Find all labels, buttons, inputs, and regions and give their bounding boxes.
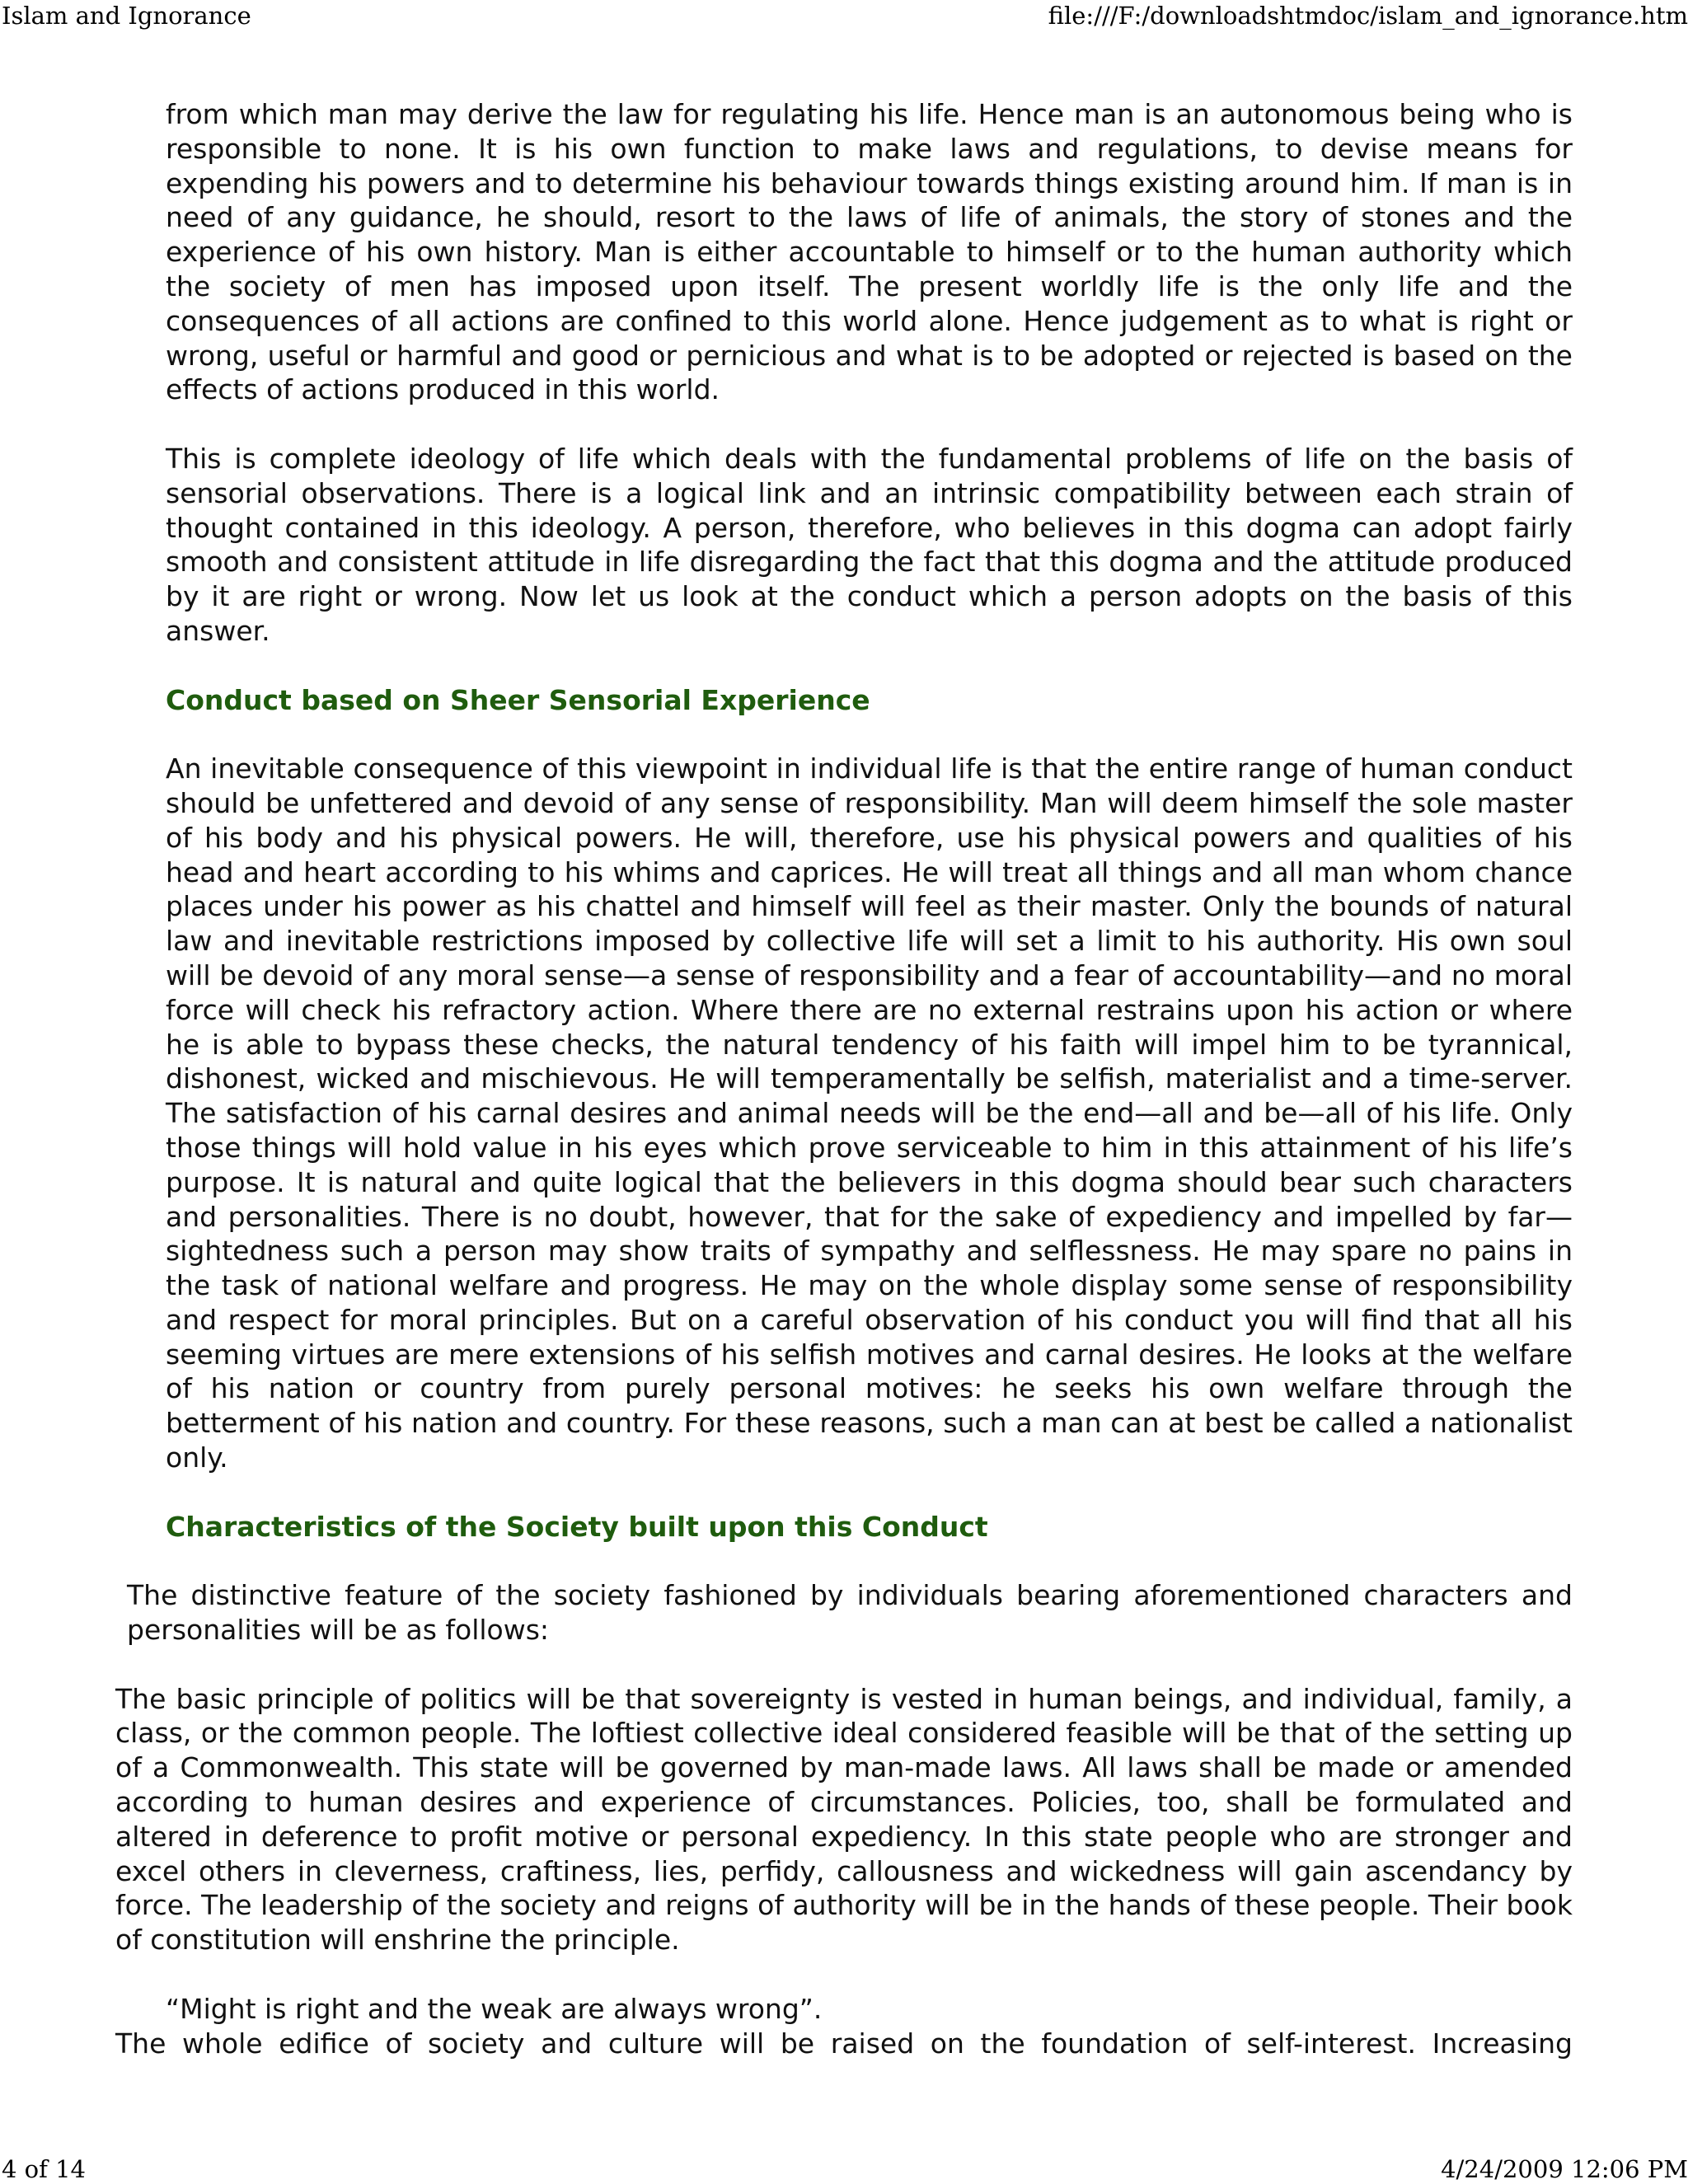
paragraph-politics: The basic principle of politics will be that sovereignty is vested in human beings, and individual, family, a class, or the common people. The loftiest collective ideal considered feasible will be that of the setting up of a Commonwealth. This state will be governed by man-made laws. All laws shall be made or amended according to human desires and experience of circumstances. Policies, too, shall be formulated and altered in deference to profit motive or personal expediency. In this state people who are stronger and excel others in cleverness, craftiness, lies, perfidy, callousness and wickedness will gain ascendancy by force. The leadership of the society and reigns of authority will be in the hands of these people. Their book of constitution will enshrine the principle. [115,1682,1573,1957]
page-header-url: file:///F:/downloadshtmdoc/islam_and_ignorance.htm [1048,2,1688,30]
document-body [115,97,1573,2060]
section-heading-society: Characteristics of the Society built upon this Conduct [166,1510,988,1543]
paragraph-edifice: The whole edifice of society and culture will be raised on the foundation of self-interest. Increasing [115,2027,1573,2060]
paragraph-distinctive-feature: The distinctive feature of the society fashioned by individuals bearing aforementioned characters and personalities will be as follows: [127,1579,1573,1647]
quote-might-is-right: “Might is right and the weak are always wrong”. [166,1992,823,2025]
page-header-title: Islam and Ignorance [2,2,251,30]
section-heading-conduct: Conduct based on Sheer Sensorial Experience [166,683,870,716]
page-number: 4 of 14 [2,2155,86,2183]
paragraph-autonomy: from which man may derive the law for regulating his life. Hence man is an autonomous being who is responsible to none. It is his own function to make laws and regulations, to devise means for expending his powers and to determine his behaviour towards things existing around him. If man is in need of any guidance, he should, resort to the laws of life of animals, the story of stones and the experience of his own history. Man is either accountable to himself or to the human authority which the society of men has imposed upon itself. The present worldly life is the only life and the consequences of all actions are confined to this world alone. Hence judgement as to what is right or wrong, useful or harmful and good or pernicious and what is to be adopted or rejected is based on the effects of actions produced in this world. [166,98,1573,406]
paragraph-ideology: This is complete ideology of life which deals with the fundamental problems of life on the basis of sensorial observations. There is a logical link and an intrinsic compatibility between each strain of thought contained in this ideology. A person, therefore, who believes in this dogma can adopt fairly smooth and consistent attitude in life disregarding the fact that this dogma and the attitude produced by it are right or wrong. Now let us look at the conduct which a person adopts on the basis of this answer. [166,442,1573,647]
print-timestamp: 4/24/2009 12:06 PM [1441,2155,1688,2183]
paragraph-conduct: An inevitable consequence of this viewpoint in individual life is that the entire range of human conduct should be unfettered and devoid of any sense of responsibility. Man will deem himself the sole master of his body and his physical powers. He will, therefore, use his physical powers and qualities of his head and heart according to his whims and caprices. He will treat all things and all man whom chance places under his power as his chattel and himself will feel as their master. Only the bounds of natural law and inevitable restrictions imposed by collective life will set a limit to his authority. His own soul will be devoid of any moral sense—a sense of responsibility and a fear of accountability—and no moral force will check his refractory action. Where there are no external restrains upon his action or where he is able to bypass these checks, the natural tendency of his faith will impel him to be tyrannical, dishonest, wicked and mischievous. He will temperamentally be selfish, materialist and a time-server. The satisfaction of his carnal desires and animal needs will be the end—all and be—all of his life. Only those things will hold value in his eyes which prove serviceable to him in this attainment of his life’s purpose. It is natural and quite logical that the believers in this dogma should bear such characters and personalities. There is no doubt, however, that for the sake of expediency and impelled by far—sightedness such a person may show traits of sympathy and selflessness. He may spare no pains in the task of national welfare and progress. He may on the whole display some sense of responsibility and respect for moral principles. But on a careful observation of his conduct you will find that all his seeming virtues are mere extensions of his selfish motives and carnal desires. He looks at the welfare of his nation or country from purely personal motives: he seeks his own welfare through the betterment of his nation and country. For these reasons, such a man can at best be called a nationalist only. [166,752,1573,1474]
